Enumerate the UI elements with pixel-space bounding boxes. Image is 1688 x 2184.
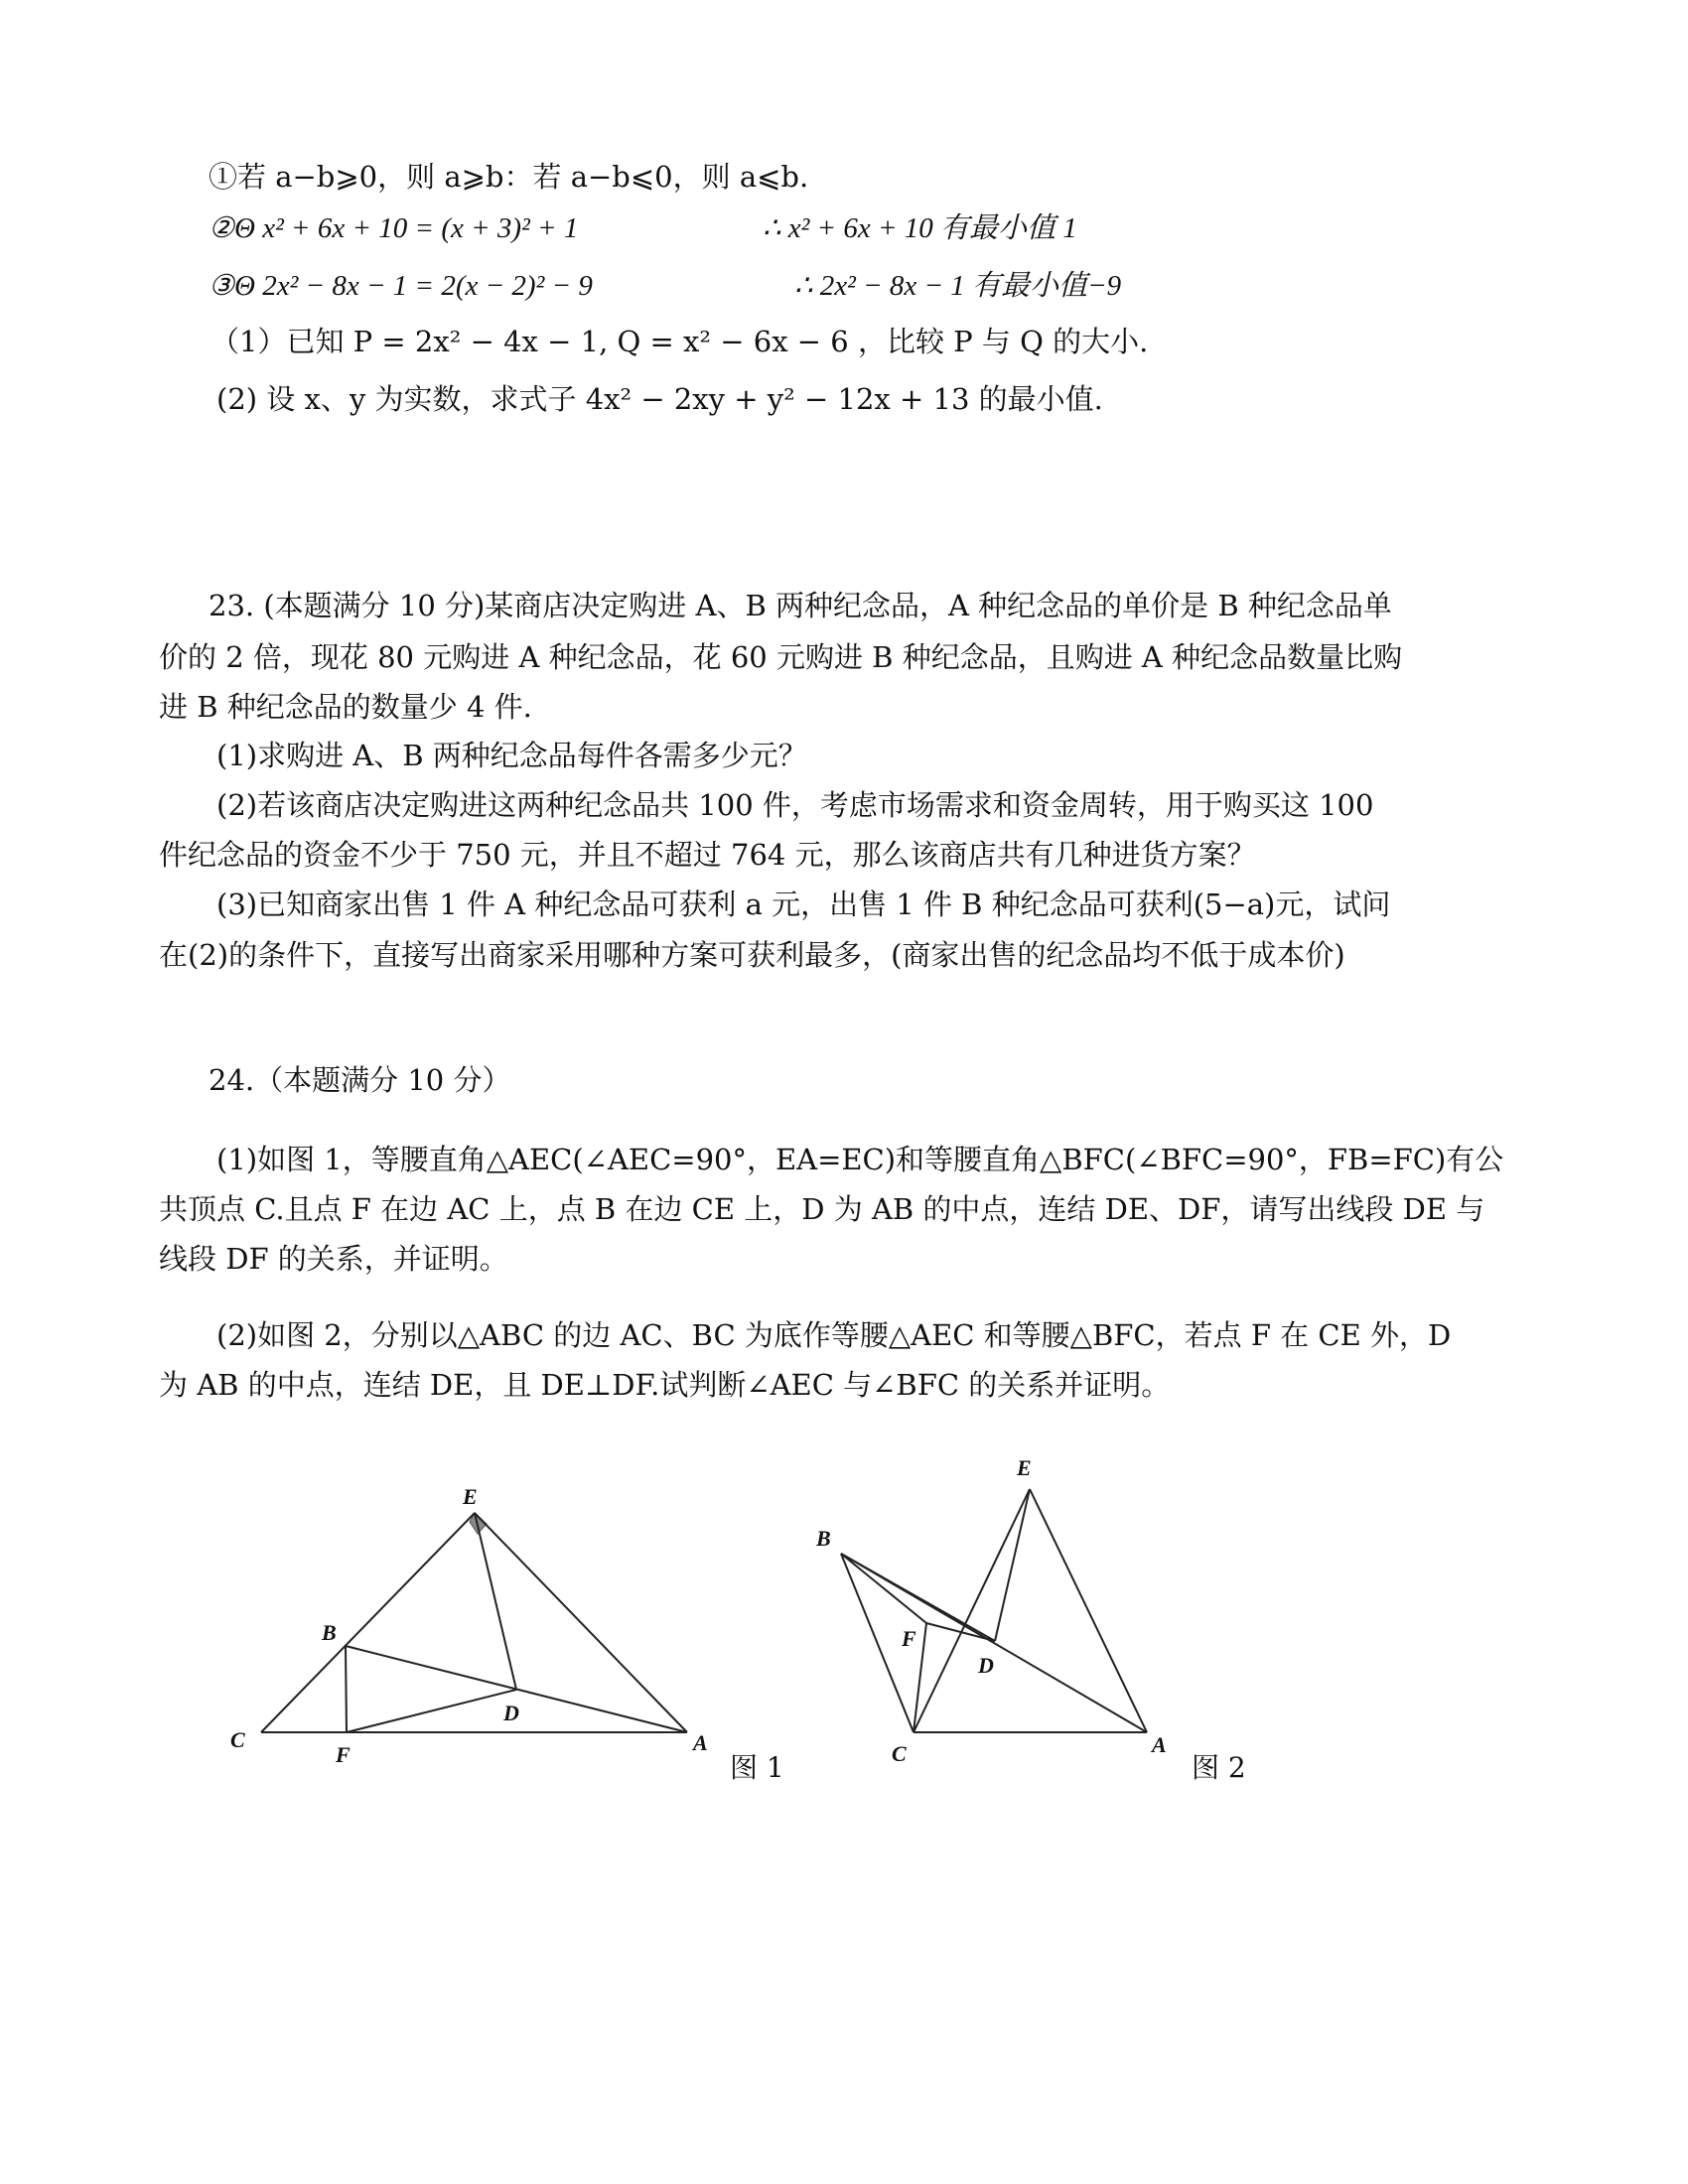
- figure-1-caption: 图 1: [730, 1751, 784, 1784]
- item-2-conclusion: ∴ x² + 6x + 10 有最小值 1: [763, 212, 1077, 244]
- fig2-label-E: E: [1017, 1455, 1032, 1480]
- segment-CE: [261, 1513, 475, 1732]
- figure-2: [841, 1489, 1147, 1732]
- item-3-equation: ③Θ 2x² − 8x − 1 = 2(x − 2)² − 9: [209, 270, 593, 302]
- segment-ED: [475, 1513, 516, 1690]
- item-1: ①若 a−b⩾0，则 a⩾b：若 a−b⩽0，则 a⩽b.: [209, 160, 809, 194]
- segment-EA: [1030, 1489, 1147, 1732]
- segment-ED: [995, 1489, 1030, 1641]
- q23-sub-2-line-2: 件纪念品的资金不少于 750 元，并且不超过 764 元，那么该商店共有几种进货方案？: [159, 838, 1256, 872]
- q22-part-2: (2) 设 x、y 为实数，求式子 4x² − 2xy + y² − 12x + 13 的最小值.: [216, 382, 1103, 416]
- q24-sub-1-line-2: 共顶点 C.且点 F 在边 AC 上，点 B 在边 CE 上，D 为 AB 的中点，连结 DE、DF，请写出线段 DE 与: [159, 1192, 1485, 1226]
- q23-sub-1: (1)求购进 A、B 两种纪念品每件各需多少元？: [216, 739, 807, 772]
- fig2-label-F: F: [902, 1626, 916, 1651]
- q23-line-3: 进 B 种纪念品的数量少 4 件.: [159, 690, 532, 724]
- fig1-label-B: B: [322, 1620, 337, 1645]
- q23-sub-3-line-1: (3)已知商家出售 1 件 A 种纪念品可获利 a 元，出售 1 件 B 种纪念品可获利(5−a)元，试问: [216, 887, 1391, 921]
- q24-sub-1-line-1: (1)如图 1，等腰直角△AEC(∠AEC=90°，EA=EC)和等腰直角△BFC(∠BFC=90°，FB=FC)有公: [216, 1143, 1504, 1176]
- q24-sub-1-line-3: 线段 DF 的关系，并证明。: [159, 1242, 508, 1276]
- fig1-label-D: D: [503, 1701, 519, 1725]
- segment-FD: [926, 1623, 995, 1641]
- fig2-label-B: B: [816, 1526, 831, 1551]
- fig2-label-D: D: [978, 1653, 994, 1678]
- fig2-label-A: A: [1152, 1732, 1167, 1757]
- segment-CE: [914, 1489, 1030, 1732]
- fig1-label-E: E: [463, 1484, 478, 1509]
- q24-sub-2-line-1: (2)如图 2，分别以△ABC 的边 AC、BC 为底作等腰△AEC 和等腰△BFC，若点 F 在 CE 外，D: [216, 1318, 1452, 1352]
- fig1-label-A: A: [693, 1730, 708, 1755]
- segment-FD: [347, 1690, 516, 1732]
- segment-BF: [346, 1646, 347, 1732]
- segment-BD: [841, 1554, 995, 1641]
- segment-EA: [475, 1513, 687, 1732]
- fig1-label-F: F: [336, 1742, 351, 1767]
- q23-sub-3-line-2: 在(2)的条件下，直接写出商家采用哪种方案可获利最多，(商家出售的纪念品均不低于成本价): [159, 938, 1345, 972]
- segment-FB: [841, 1554, 926, 1623]
- item-3-conclusion: ∴ 2x² − 8x − 1 有最小值−9: [794, 270, 1122, 302]
- fig2-label-C: C: [892, 1741, 907, 1766]
- fig1-label-C: C: [230, 1727, 245, 1752]
- q24-sub-2-line-2: 为 AB 的中点，连结 DE，且 DE⊥DF.试判断∠AEC 与∠BFC 的关系并证明。: [159, 1368, 1171, 1402]
- figure-2-caption: 图 2: [1192, 1751, 1246, 1784]
- q24-title: 24.（本题满分 10 分）: [209, 1063, 511, 1097]
- q23-line-2: 价的 2 倍，现花 80 元购进 A 种纪念品，花 60 元购进 B 种纪念品，且购进 A 种纪念品数量比购: [159, 640, 1403, 674]
- item-2-equation: ②Θ x² + 6x + 10 = (x + 3)² + 1: [209, 212, 579, 244]
- q23-sub-2-line-1: (2)若该商店决定购进这两种纪念品共 100 件，考虑市场需求和资金周转，用于购买这 100: [216, 788, 1374, 822]
- q23-line-1: 23. (本题满分 10 分)某商店决定购进 A、B 两种纪念品，A 种纪念品的单价是 B 种纪念品单: [209, 589, 1392, 622]
- q22-part-1: （1）已知 P = 2x² − 4x − 1, Q = x² − 6x − 6 ，比较 P 与 Q 的大小.: [211, 325, 1149, 358]
